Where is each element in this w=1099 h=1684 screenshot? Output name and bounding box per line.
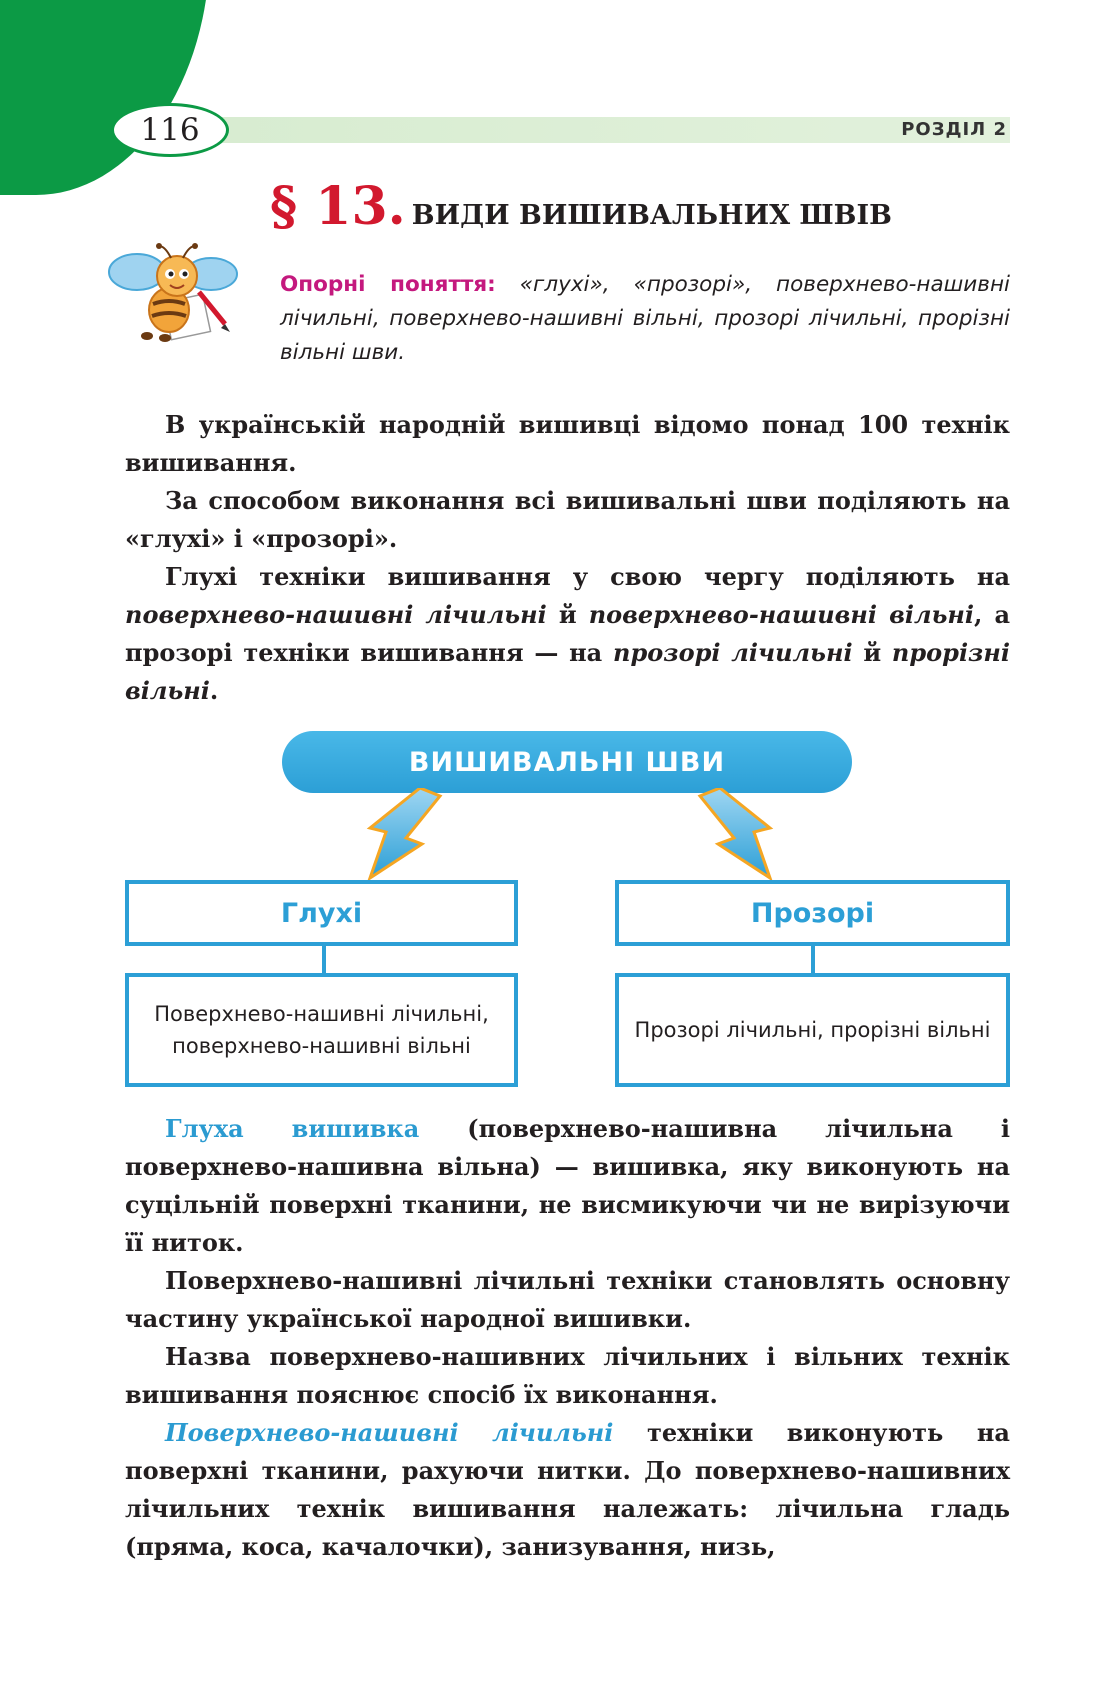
diagram-root: ВИШИВАЛЬНІ ШВИ — [282, 731, 852, 793]
p3-text-3: , а прозорі техніки вишивання — на — [125, 600, 1011, 667]
connector-right — [811, 946, 815, 973]
diagram-box-prozori-types: Прозорі лічильні, прорізні вільні — [615, 973, 1010, 1087]
term-poverkhnevo-nashyvni: Поверхнево-нашивні лічильні — [165, 1418, 614, 1447]
diagram-box-prozori: Прозорі — [615, 880, 1010, 946]
paragraph-4 — [125, 1110, 1010, 1262]
connector-left — [322, 946, 326, 973]
p3-italic-2: поверхнево-нашивні вільні — [588, 600, 975, 629]
arrow-left-icon — [360, 788, 450, 880]
p3-italic-4: прорізні вільні — [125, 638, 1010, 705]
key-concepts — [280, 268, 1010, 370]
p3-text-4: й — [852, 638, 892, 667]
paragraph-3 — [125, 558, 1010, 710]
section-number: § 13. — [270, 176, 406, 237]
key-concepts-label: Опорні поняття: — [280, 272, 496, 297]
p3-text-5: . — [209, 676, 219, 705]
paragraph-5: Поверхнево-нашивні лічильні техніки становлять основну частину української народної вишивки. — [125, 1266, 1010, 1333]
page-number — [111, 103, 229, 157]
term-glukha-vyshyvka: Глуха вишивка — [165, 1114, 420, 1143]
p3-text-1: Глухі техніки вишивання у свою чергу поділяють на — [165, 562, 1010, 591]
paragraph-7 — [125, 1414, 1010, 1566]
definition-paragraphs — [125, 1110, 1010, 1566]
diagram-box-glukhi-types: Поверхнево-нашивні лічильні, поверхнево-нашивні вільні — [125, 973, 518, 1087]
bee-mascot-icon — [107, 240, 242, 350]
p3-italic-1: поверхнево-нашивні лічильні — [125, 600, 547, 629]
p4-text: (поверхнево-нашивна лічильна і поверхнево-нашивна вільна) — вишивка, яку виконують на суцільній поверхні тканини, не висмикуючи чи не вирізуючи її ниток. — [125, 1114, 1010, 1257]
page-title — [270, 176, 1070, 237]
header-band — [170, 117, 1010, 143]
paragraph-6: Назва поверхнево-нашивних лічильних і вільних технік вишивання пояснює спосіб їх виконання. — [125, 1342, 1010, 1409]
p3-text-2: й — [546, 600, 589, 629]
p3-italic-3: прозорі лічильні — [613, 638, 853, 667]
intro-paragraphs — [125, 406, 1010, 710]
diagram-box-glukhi: Глухі — [125, 880, 518, 946]
key-concepts-text: «глухі», «прозорі», поверхнево-нашивні лічильні, поверхнево-нашивні вільні, прозорі лічильні, прорізні вільні шви. — [280, 272, 1010, 365]
arrow-right-icon — [690, 788, 780, 880]
paragraph-1: В українській народній вишивці відомо понад 100 технік вишивання. — [125, 410, 1010, 477]
section-name: ВИДИ ВИШИВАЛЬНИХ ШВІВ — [411, 200, 892, 231]
p7-text: техніки виконують на поверхні тканини, рахуючи нитки. До поверхнево-нашивних лічильних технік вишивання належать: лічильна гладь (пряма, коса, качалочки), занизування, низь, — [125, 1418, 1010, 1561]
paragraph-2: За способом виконання всі вишивальні шви поділяють на «глухі» і «прозорі». — [125, 486, 1010, 553]
green-corner-decoration — [0, 0, 210, 195]
page-number-text: 116 — [140, 112, 200, 148]
section-label: РОЗДІЛ 2 — [901, 119, 1007, 140]
